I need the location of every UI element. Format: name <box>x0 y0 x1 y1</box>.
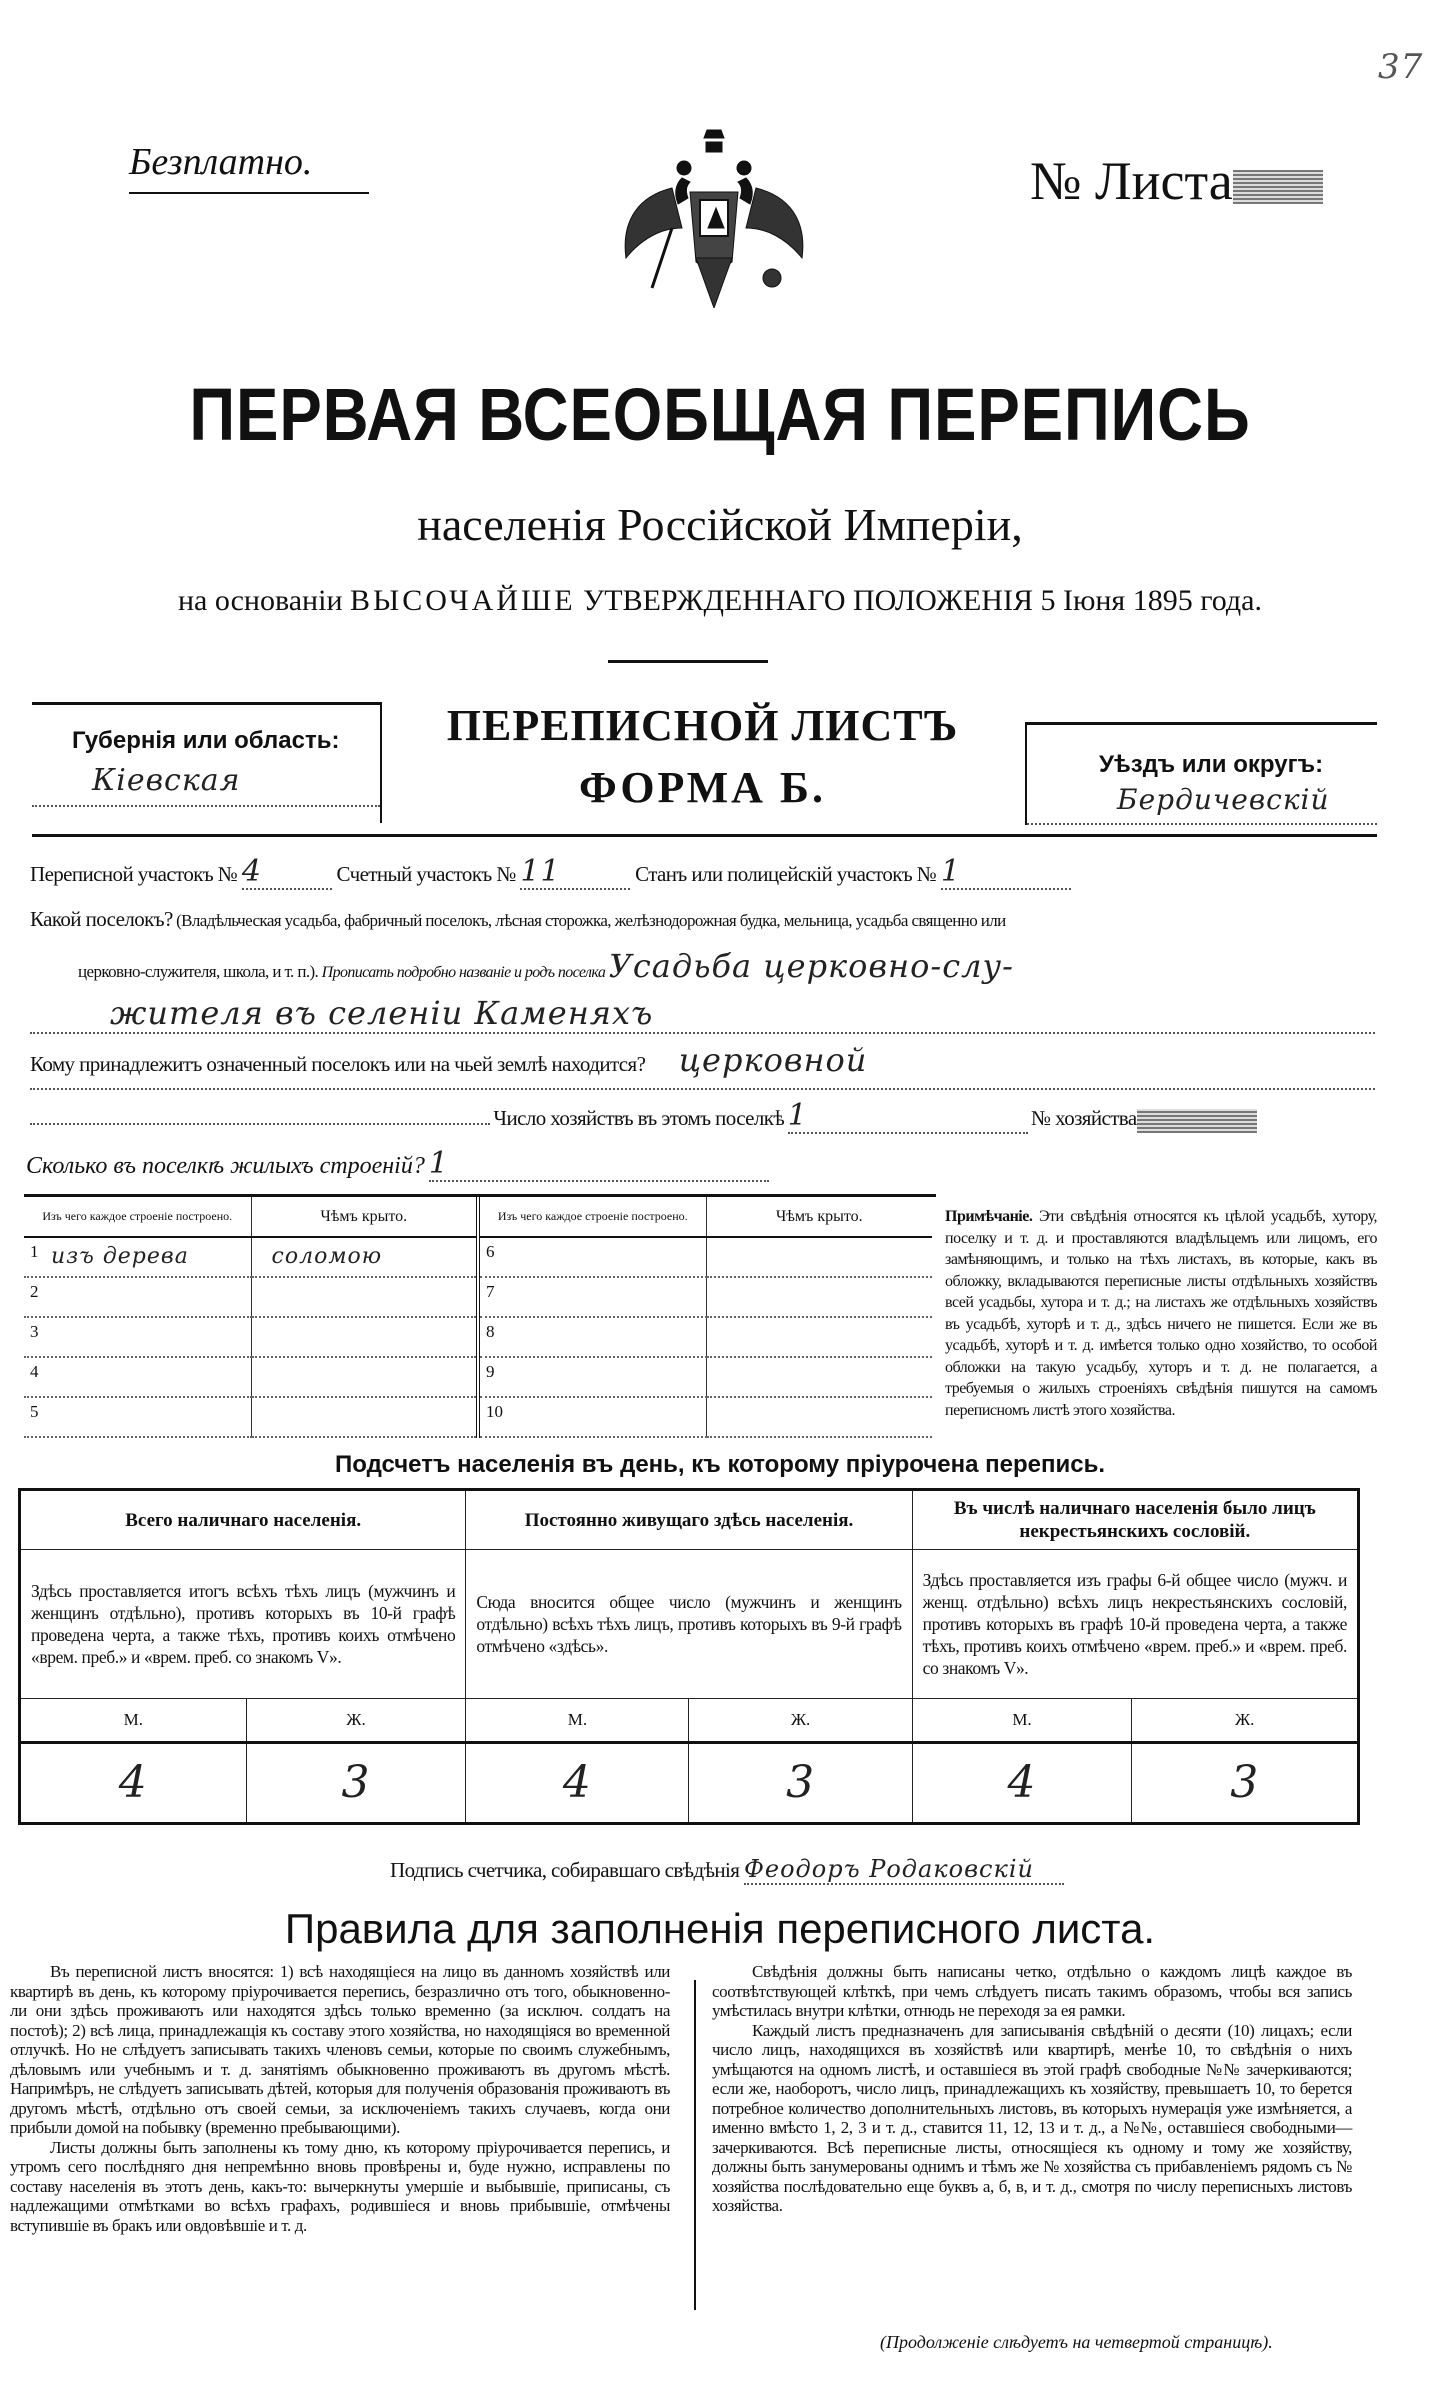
building-cell-material[interactable] <box>480 1397 706 1437</box>
building-row <box>480 1317 932 1357</box>
signature-field[interactable]: Феодоръ Родаковскій <box>744 1855 1064 1885</box>
row-number: 7 <box>486 1282 495 1301</box>
building-row <box>24 1277 478 1317</box>
rules-paragraph: Листы должны быть заполнены къ тому дню, къ которому пріурочивается перепись, и утромъ сего послѣдняго дня непремѣнно вновь провѣрены и, буде нужно, исправлены по составу населенія въ этотъ день, какъ-то: вычеркнуты умершіе и выбывшіе, приписаны, съ надлежащими отмѣтками во всѣхъ графахъ, родившіеся и вновь прибывшіе, отмѣчены вступившіе въ бракъ или овдовѣвшіе и т. д. <box>10 2137 670 2235</box>
free-label: Безплатно. <box>129 141 313 183</box>
row-number: 9 <box>486 1362 495 1381</box>
female-header: Ж. <box>689 1699 912 1743</box>
building-row <box>24 1237 478 1277</box>
legal-basis <box>0 584 1440 618</box>
male-header: М. <box>20 1699 247 1743</box>
col-roof-header: Чѣмъ крыто. <box>251 1197 478 1237</box>
building-cell-material[interactable] <box>480 1277 706 1317</box>
group-description: Здѣсь проставляется итогъ всѣхъ тѣхъ лицъ (мужчинъ и женщинъ отдѣльно), противъ которыхъ въ 10-й графѣ проведена черта, а также тѣхъ, противъ коихъ отмѣчено «врем. преб.» и «врем. преб. со знакомъ V». <box>20 1550 466 1699</box>
buildings-label: Сколько въ поселкѣ жилыхъ строеній? <box>26 1153 425 1179</box>
rules-paragraph: Въ переписной листъ вносятся: 1) всѣ находящіеся на лицо въ данномъ хозяйствѣ или квартирѣ въ день, къ которому пріурочивается перепись, безразлично отъ того, обыкновенно-ли они здѣсь проживаютъ или находятся здѣсь только временно (за исключ. солдатъ на постоѣ); 2) всѣ лица, принадлежащія къ составу этого хозяйства, но находящіяся во временной отлучкѣ. Но не слѣдуетъ записывать такихъ членовъ семьи, которые по своимъ служебнымъ, дѣловымъ или учебнымъ и т. д. занятіямъ обыкновенно проживаютъ въ другомъ мѣстѣ. Напримѣръ, не слѣдуетъ записывать дѣтей, которыя для полученія образованія проживаютъ въ другомъ мѣстѣ, отдѣльно отъ своей семьи, за исключеніемъ такихъ случаевъ, когда они прибыли домой на побывку (временно пребывающими). <box>10 1962 670 2137</box>
settlement-instruction: Прописать подробно названіе и родъ поселка <box>321 964 606 981</box>
basis-rest: УТВЕРЖДЕННАГО ПОЛОЖЕНІЯ 5 Іюня 1895 года. <box>583 584 1262 617</box>
roof-value[interactable]: соломою <box>251 1237 478 1277</box>
note <box>945 1206 1377 1421</box>
settlement-question: Какой поселокъ? <box>30 907 173 931</box>
divider <box>32 834 1377 837</box>
settlement-field-1[interactable]: Усадьба церковно-слу- <box>608 947 1014 985</box>
buildings-field[interactable]: 1 <box>429 1148 769 1182</box>
building-cell-material[interactable] <box>480 1357 706 1397</box>
household-no-label: № хозяйства <box>1031 1106 1137 1130</box>
signature-label: Подпись счетчика, собиравшаго свѣдѣнія <box>390 1858 740 1882</box>
settlement-hint-2: церковно-служителя, школа, и т. п.). <box>78 962 319 981</box>
page-title: ПЕРВАЯ ВСЕОБЩАЯ ПЕРЕПИСЬ <box>189 373 1251 456</box>
divider <box>608 660 768 663</box>
col-roof-header: Чѣмъ крыто. <box>706 1197 932 1237</box>
settlement-row-2 <box>78 947 1378 991</box>
rules-left-column <box>10 1962 670 2235</box>
col-material-header: Изъ чего каждое строеніе построено. <box>24 1197 251 1237</box>
building-cell-material[interactable] <box>24 1277 251 1317</box>
double-headed-eagle-icon <box>612 128 816 308</box>
building-row <box>480 1357 932 1397</box>
group-header: Всего наличнаго населенія. <box>20 1490 466 1550</box>
province-label: Губернія или область: <box>72 727 340 754</box>
row-number: 3 <box>30 1322 39 1341</box>
rules-paragraph: Свѣдѣнія должны быть написаны четко, отдѣльно о каждомъ лицѣ каждое въ соотвѣтствующей клѣткѣ, при чемъ слѣдуетъ писать такимъ образомъ, чтобы вся запись умѣстилась внутри клѣтки, отнюдь не переходя за ея рамки. <box>712 1962 1352 2020</box>
sheet-number <box>1030 150 1323 212</box>
province-field[interactable]: Кіевская <box>32 765 380 807</box>
building-row <box>24 1397 478 1437</box>
group-header: Въ числѣ наличнаго населенія было лицъ некрестьянскихъ сословій. <box>912 1490 1358 1550</box>
population-title: Подсчетъ населенія въ день, къ которому пріурочена перепись. <box>335 1451 1105 1478</box>
redacted-household-no <box>1137 1109 1257 1133</box>
building-cell-material[interactable] <box>24 1237 251 1277</box>
roof-value[interactable] <box>706 1317 932 1357</box>
police-area-label: Станъ или полицейскій участокъ № <box>635 862 937 886</box>
row-number: 10 <box>486 1402 503 1421</box>
building-row <box>24 1317 478 1357</box>
roof-value[interactable] <box>251 1317 478 1357</box>
archive-mark: 37 <box>1378 47 1424 87</box>
male-count[interactable]: 4 <box>912 1743 1132 1824</box>
basis-prefix: на основаніи <box>177 584 343 617</box>
continued-note: (Продолженіе слѣдуетъ на четвертой страницѣ). <box>880 2332 1273 2352</box>
settlement-row <box>30 906 1390 935</box>
rules-right-column <box>712 1962 1352 2216</box>
male-header: М. <box>466 1699 689 1743</box>
counting-area-label: Счетный участокъ № <box>336 862 516 886</box>
dotted-leader <box>30 1123 490 1125</box>
roof-value[interactable] <box>706 1397 932 1437</box>
building-cell-material[interactable] <box>480 1237 706 1277</box>
population-table <box>18 1488 1360 1825</box>
female-count[interactable]: 3 <box>1132 1743 1359 1824</box>
building-cell-material[interactable] <box>24 1397 251 1437</box>
police-area-field[interactable]: 1 <box>941 856 1071 890</box>
redacted-sheet-number <box>1233 170 1323 204</box>
divider <box>129 192 369 194</box>
areas-row <box>30 856 1370 891</box>
counting-area-field[interactable]: 11 <box>520 856 630 890</box>
male-count[interactable]: 4 <box>466 1743 689 1824</box>
roof-value[interactable] <box>251 1357 478 1397</box>
material-value: изъ дерева <box>51 1244 189 1270</box>
roof-value[interactable] <box>706 1277 932 1317</box>
group-description: Сюда вносится общее число (мужчинъ и женщинъ отдѣльно) всѣхъ тѣхъ лицъ, противъ которыхъ въ 9-й графѣ отмѣчено «здѣсь». <box>466 1550 912 1699</box>
group-header: Постоянно живущаго здѣсь населенія. <box>466 1490 912 1550</box>
settlement-hint: (Владѣльческая усадьба, фабричный поселокъ, лѣсная сторожка, желѣзнодорожная будка, мельница, усадьба священно или <box>176 911 1006 930</box>
building-row <box>480 1237 932 1277</box>
building-row <box>24 1357 478 1397</box>
owner-field-line <box>30 1088 1375 1090</box>
row-number: 1 <box>30 1242 39 1261</box>
row-number: 8 <box>486 1322 495 1341</box>
col-material-header: Изъ чего каждое строеніе построено. <box>480 1197 706 1237</box>
female-count[interactable]: 3 <box>689 1743 912 1824</box>
owner-row <box>30 1041 1375 1085</box>
building-cell-material[interactable] <box>24 1357 251 1397</box>
province-box <box>32 702 382 823</box>
building-row <box>480 1397 932 1437</box>
households-row <box>30 1100 1375 1138</box>
district-box <box>1025 722 1377 825</box>
row-number: 4 <box>30 1362 39 1381</box>
basis-caps: ВЫСОЧАЙШЕ <box>350 584 576 617</box>
buildings-row <box>26 1148 769 1186</box>
buildings-table <box>24 1194 936 1438</box>
roof-value[interactable] <box>706 1357 932 1397</box>
female-header: Ж. <box>1132 1699 1359 1743</box>
female-count[interactable]: 3 <box>246 1743 466 1824</box>
building-cell-material[interactable] <box>480 1317 706 1357</box>
page-subtitle: населенія Россійской Имперіи, <box>417 499 1023 550</box>
note-text: Эти свѣдѣнія относятся къ цѣлой усадьбѣ, хутору, поселку и т. д. и проставляются владѣльцемъ или лицомъ, его замѣняющимъ, и только на тѣхъ листахъ, въ которые, какъ въ обложку, вкладываются переписные листы отдѣльныхъ хозяйствъ всей усадьбы, хутора и т. д.; на листахъ же отдѣльныхъ хозяйствъ въ усадьбѣ, хуторѣ и т. д., здѣсь ничего не пишется. Если же въ усадьбѣ, хуторѣ и т. д. имѣется только одно хозяйство, то особой обложки на такую усадьбу, хуторъ и т. д. не полагается, а требуемыя о жилыхъ строеніяхъ свѣдѣнія пишутся на самомъ переписномъ листѣ этого хозяйства. <box>945 1208 1377 1419</box>
group-description: Здѣсь проставляется изъ графы 6-й общее число (мужч. и женщ. отдѣльно) всѣхъ лицъ некрестьянскихъ сословій, противъ которыхъ въ графѣ 10-й проведена черта, а также тѣхъ, противъ коихъ отмѣчено «врем. преб.» и «врем. преб. со знакомъ V». <box>912 1550 1358 1699</box>
rules-title: Правила для заполненія переписного листа. <box>284 1905 1156 1952</box>
owner-question: Кому принадлежитъ означенный поселокъ или на чьей землѣ находится? <box>30 1052 646 1076</box>
note-label: Примѣчаніе. <box>945 1208 1033 1225</box>
column-divider <box>694 1980 696 2310</box>
building-row <box>480 1277 932 1317</box>
building-cell-material[interactable] <box>24 1317 251 1357</box>
row-number: 5 <box>30 1402 39 1421</box>
census-area-label: Переписной участокъ № <box>30 862 238 886</box>
roof-value[interactable] <box>251 1397 478 1437</box>
male-count[interactable]: 4 <box>20 1743 247 1824</box>
form-name: ФОРМА Б. <box>579 763 826 812</box>
signature-row <box>390 1854 1064 1886</box>
settlement-field-2[interactable]: жителя въ селеніи Каменяхъ <box>30 994 1375 1034</box>
male-header: М. <box>912 1699 1132 1743</box>
row-number: 2 <box>30 1282 39 1301</box>
households-field[interactable]: 1 <box>788 1100 1028 1134</box>
roof-value[interactable] <box>251 1277 478 1317</box>
female-header: Ж. <box>246 1699 466 1743</box>
district-label: Уѣздъ или округъ: <box>1099 751 1324 778</box>
owner-field[interactable]: церковной <box>678 1041 868 1079</box>
households-label: Число хозяйствъ въ этомъ поселкѣ <box>493 1106 785 1130</box>
row-number: 6 <box>486 1242 495 1261</box>
census-area-field[interactable]: 4 <box>242 856 332 890</box>
form-title: ПЕРЕПИСНОЙ ЛИСТЪ <box>446 701 959 750</box>
rules-paragraph: Каждый листъ предназначенъ для записыванія свѣдѣній о десяти (10) лицахъ; если число лицъ, находящихся въ хозяйствѣ или квартирѣ, менѣе 10, то свѣдѣнія о нихъ умѣщаются на одномъ листѣ, и оставшіеся въ этой графѣ свободные №№ зачеркиваются; если же, наоборотъ, число лицъ, принадлежащихъ къ хозяйству, превышаетъ 10, то берется потребное количество дополнительныхъ листовъ, въ которыхъ нумерація уже измѣняется, а именно вмѣсто 1, 2, 3 и т. д., ставится 11, 12, 13 и т. д., а №№, оставшіеся свободными—зачеркиваются. Всѣ переписные листы, относящіеся къ одному и тому же хозяйству, должны быть занумерованы однимъ и тѣмъ же № хозяйства съ прибавленіемъ рядомъ съ № хозяйства послѣдовательно еще буквъ а, б, в, и т. д., смотря по числу переписныхъ листовъ хозяйства. <box>712 2020 1352 2215</box>
roof-value[interactable] <box>706 1237 932 1277</box>
district-field[interactable]: Бердичевскій <box>1027 785 1377 825</box>
sheet-number-label: № Листа <box>1030 151 1233 211</box>
